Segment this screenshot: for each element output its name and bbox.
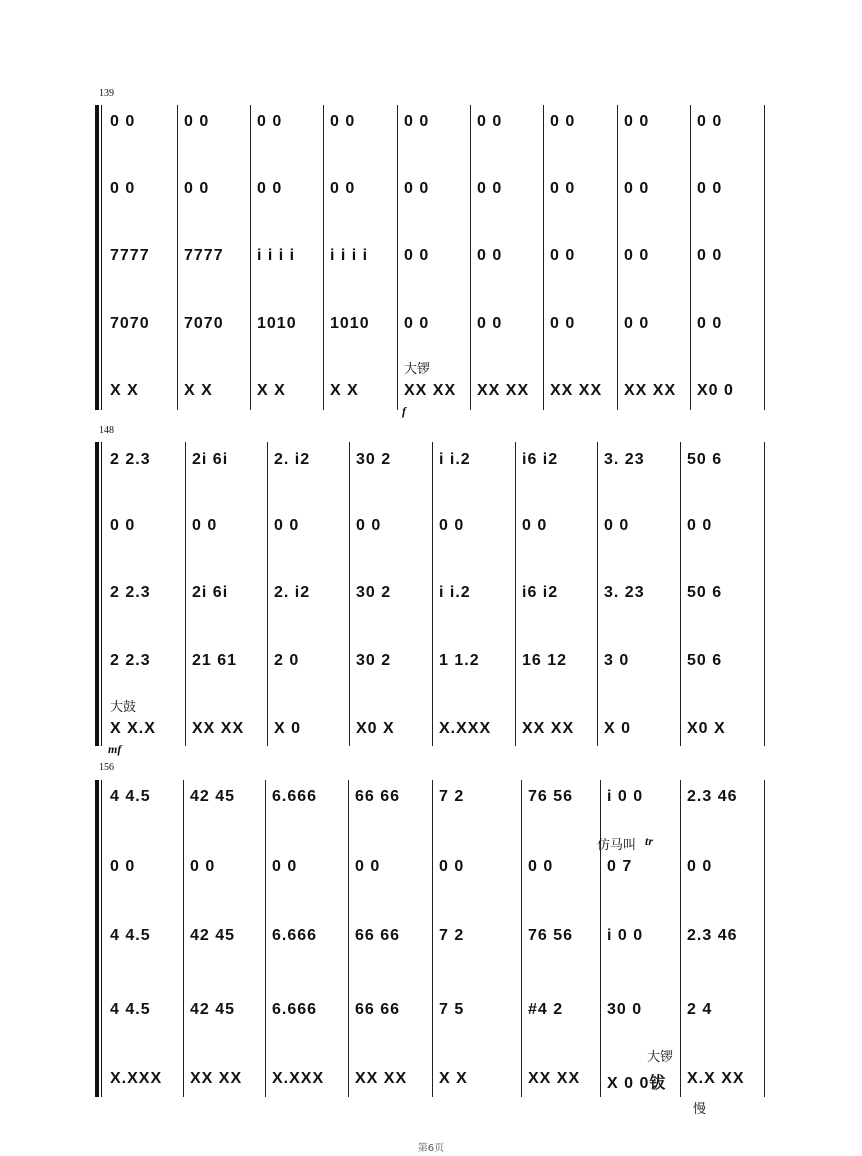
measure-cell: 7 2 [439,927,465,944]
barline [183,780,184,1097]
barline [267,442,268,746]
measure-cell: 4 4.5 [110,1001,151,1018]
barline [521,780,522,1097]
measure-cell: 0 0 [697,315,723,332]
measure-cell: 2. i2 [274,584,311,601]
measure-cell: 7 2 [439,788,465,805]
annotation-text: 大鼓 [110,700,137,715]
measure-cell: 0 0 [110,180,136,197]
measure-cell: 76 56 [528,788,574,805]
barline [515,442,516,746]
measure-cell: i i i i [330,247,369,264]
measure-cell: 0 0 [110,113,136,130]
measure-cell: 6.666 [272,1001,318,1018]
measure-cell: 3. 23 [604,451,645,468]
measure-cell: 0 0 [110,858,136,875]
measure-cell: 0 0 [272,858,298,875]
measure-cell: 1 1.2 [439,652,480,669]
barline [432,780,433,1097]
measure-cell: 2. i2 [274,451,311,468]
measure-cell: XX XX [550,382,603,399]
measure-cell: 0 0 [355,858,381,875]
measure-cell: 7070 [110,315,150,332]
measure-cell: 0 0 [404,247,430,264]
measure-cell: 2 4 [687,1001,713,1018]
barline [397,105,398,410]
measure-cell: XX XX [477,382,530,399]
measure-cell: 7777 [184,247,224,264]
system-number: 139 [99,88,114,99]
measure-cell: X X.X [110,720,156,737]
measure-cell: X.XXX [272,1070,325,1087]
measure-cell: 3 0 [604,652,630,669]
barline [185,442,186,746]
measure-cell: 2.3 46 [687,788,738,805]
measure-cell: 4 4.5 [110,788,151,805]
measure-cell: 0 7 [607,858,633,875]
measure-cell: 0 0 [477,315,503,332]
system-number: 156 [99,762,114,773]
measure-cell: i6 i2 [522,451,559,468]
measure-cell: XX XX [190,1070,243,1087]
measure-cell: 0 0 [477,180,503,197]
measure-cell: 30 2 [356,584,392,601]
annotation-text: 大锣 [404,362,431,377]
measure-cell: 3. 23 [604,584,645,601]
barline [597,442,598,746]
measure-cell: X.X XX [687,1070,745,1087]
measure-cell: 0 0 [184,113,210,130]
measure-cell: 66 66 [355,1001,401,1018]
annotation-text: 仿马叫 [597,838,637,853]
measure-cell: X X [439,1070,468,1087]
system-number: 148 [99,425,114,436]
measure-cell: 7070 [184,315,224,332]
measure-cell: 0 0 [697,180,723,197]
barline [617,105,618,410]
measure-cell: 0 0 [604,517,630,534]
measure-cell: i 0 0 [607,788,644,805]
measure-cell: X X [330,382,359,399]
measure-cell: 42 45 [190,927,236,944]
annotation-text: 大锣 [647,1050,674,1065]
measure-cell: 0 0 [356,517,382,534]
barline [764,442,765,746]
measure-cell: 0 0 [330,113,356,130]
measure-cell: 0 0 [439,858,465,875]
measure-cell: X X [110,382,139,399]
measure-cell: X X [257,382,286,399]
measure-cell: i 0 0 [607,927,644,944]
measure-cell: 50 6 [687,652,723,669]
measure-cell: 2 0 [274,652,300,669]
measure-cell: X0 X [687,720,726,737]
barline [690,105,691,410]
measure-cell: X0 0 [697,382,734,399]
measure-cell: 7777 [110,247,150,264]
measure-cell: XX XX [355,1070,408,1087]
measure-cell: 30 2 [356,451,392,468]
measure-cell: 76 56 [528,927,574,944]
measure-cell: #4 2 [528,1001,564,1018]
measure-cell: i6 i2 [522,584,559,601]
measure-cell: 0 0 [687,858,713,875]
measure-cell: 0 0 [190,858,216,875]
barline [265,780,266,1097]
barline [250,105,251,410]
measure-cell: 0 0 [624,180,650,197]
measure-cell: X 0 [274,720,302,737]
measure-cell: 4 4.5 [110,927,151,944]
measure-cell: X 0 [604,720,632,737]
dynamic-marking: f [402,404,406,418]
measure-cell: 7 5 [439,1001,465,1018]
measure-cell: 0 0 [550,180,576,197]
system-brace-line [101,442,102,746]
measure-cell: 0 0 [624,315,650,332]
measure-cell: XX XX [624,382,677,399]
barline [323,105,324,410]
dynamic-marking: tr [645,834,654,848]
measure-cell: X.XXX [439,720,492,737]
measure-cell: 6.666 [272,788,318,805]
page-footer: 第6页 [417,1143,445,1154]
measure-cell: 0 0 [528,858,554,875]
measure-cell: 2 2.3 [110,584,151,601]
measure-cell: XX XX [522,720,575,737]
measure-cell: XX XX [404,382,457,399]
barline [432,442,433,746]
measure-cell: i i.2 [439,584,471,601]
measure-cell: 0 0 [697,113,723,130]
barline [348,780,349,1097]
measure-cell: 50 6 [687,451,723,468]
measure-cell: 0 0 [439,517,465,534]
measure-cell: 42 45 [190,788,236,805]
measure-cell: 2i 6i [192,584,229,601]
measure-cell: 0 0 [687,517,713,534]
annotation-text: 慢 [693,1102,707,1117]
barline [680,780,681,1097]
measure-cell: 0 0 [257,113,283,130]
measure-cell: 2 2.3 [110,451,151,468]
measure-cell: 0 0 [550,315,576,332]
measure-cell: 21 61 [192,652,238,669]
measure-cell: 30 0 [607,1001,643,1018]
measure-cell: XX XX [528,1070,581,1087]
measure-cell: 0 0 [697,247,723,264]
barline [764,105,765,410]
barline [470,105,471,410]
barline [764,780,765,1097]
measure-cell: 0 0 [550,113,576,130]
dynamic-marking: mf [108,742,122,756]
measure-cell: X.XXX [110,1070,163,1087]
measure-cell: 50 6 [687,584,723,601]
measure-cell: 0 0 [624,247,650,264]
measure-cell: X 0 0钹 [607,1075,667,1092]
measure-cell: X X [184,382,213,399]
measure-cell: 2.3 46 [687,927,738,944]
measure-cell: 30 2 [356,652,392,669]
measure-cell: 16 12 [522,652,568,669]
barline [600,780,601,1097]
measure-cell: 0 0 [404,180,430,197]
measure-cell: XX XX [192,720,245,737]
barline [349,442,350,746]
system-brace-line [101,105,102,410]
measure-cell: i i i i [257,247,296,264]
measure-cell: 1010 [257,315,297,332]
measure-cell: 2i 6i [192,451,229,468]
measure-cell: 0 0 [274,517,300,534]
measure-cell: 0 0 [624,113,650,130]
measure-cell: 66 66 [355,788,401,805]
system-brace [95,780,99,1097]
measure-cell: 0 0 [404,113,430,130]
measure-cell: 1010 [330,315,370,332]
measure-cell: 0 0 [110,517,136,534]
measure-cell: 42 45 [190,1001,236,1018]
measure-cell: 0 0 [522,517,548,534]
measure-cell: X0 X [356,720,395,737]
measure-cell: i i.2 [439,451,471,468]
system-brace [95,442,99,746]
measure-cell: 0 0 [184,180,210,197]
measure-cell: 2 2.3 [110,652,151,669]
measure-cell: 0 0 [192,517,218,534]
measure-cell: 6.666 [272,927,318,944]
measure-cell: 0 0 [477,113,503,130]
barline [680,442,681,746]
measure-cell: 0 0 [330,180,356,197]
barline [177,105,178,410]
measure-cell: 0 0 [404,315,430,332]
measure-cell: 0 0 [477,247,503,264]
system-brace [95,105,99,410]
system-brace-line [101,780,102,1097]
measure-cell: 66 66 [355,927,401,944]
measure-cell: 0 0 [257,180,283,197]
barline [543,105,544,410]
measure-cell: 0 0 [550,247,576,264]
